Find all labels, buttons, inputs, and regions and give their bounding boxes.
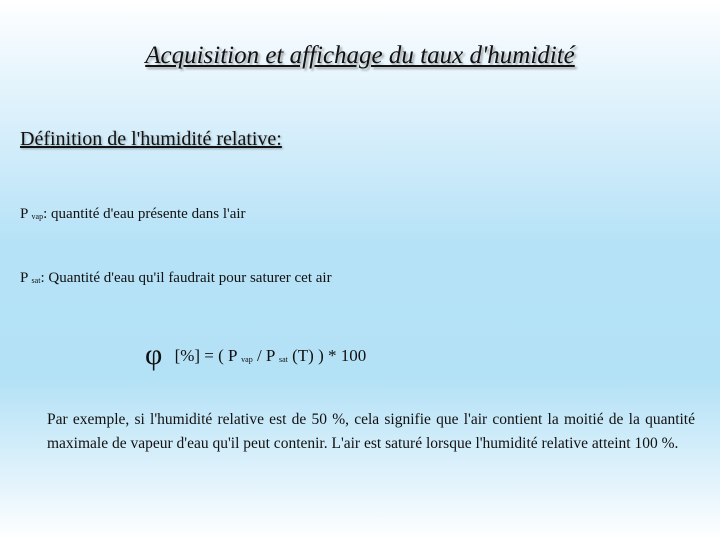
example-paragraph: Par exemple, si l'humidité relative est de 50 %, cela signifie que l'air contient la moitié de la quantité maximale de vapeur d'eau qu'il peut contenir. L'air est saturé lorsque l'humidité relative atteint 100 %. xyxy=(47,411,695,452)
definition-symbol: P xyxy=(20,206,28,222)
phi-symbol: φ xyxy=(145,338,163,371)
definition-symbol: P xyxy=(20,270,28,286)
definition-separator: : xyxy=(43,206,48,222)
definition-subscript: vap xyxy=(31,212,44,221)
formula-part-1: [%] = ( P xyxy=(174,346,237,365)
formula-subscript-sat: sat xyxy=(279,355,288,364)
formula-part-2: / P xyxy=(256,346,275,365)
definition-p-sat xyxy=(20,270,332,287)
definition-subscript: sat xyxy=(31,276,41,285)
definition-p-vap xyxy=(20,206,246,223)
formula-part-3: (T) ) * 100 xyxy=(292,346,367,365)
humidity-formula xyxy=(145,335,366,369)
formula-subscript-vap: vap xyxy=(241,355,253,364)
definition-text: quantité d'eau présente dans l'air xyxy=(51,206,246,222)
section-subtitle: Définition de l'humidité relative: xyxy=(20,128,282,150)
page-title: Acquisition et affichage du taux d'humidité xyxy=(145,42,575,69)
definition-text: Quantité d'eau qu'il faudrait pour saturer cet air xyxy=(48,270,332,286)
definition-separator: : xyxy=(40,270,45,286)
